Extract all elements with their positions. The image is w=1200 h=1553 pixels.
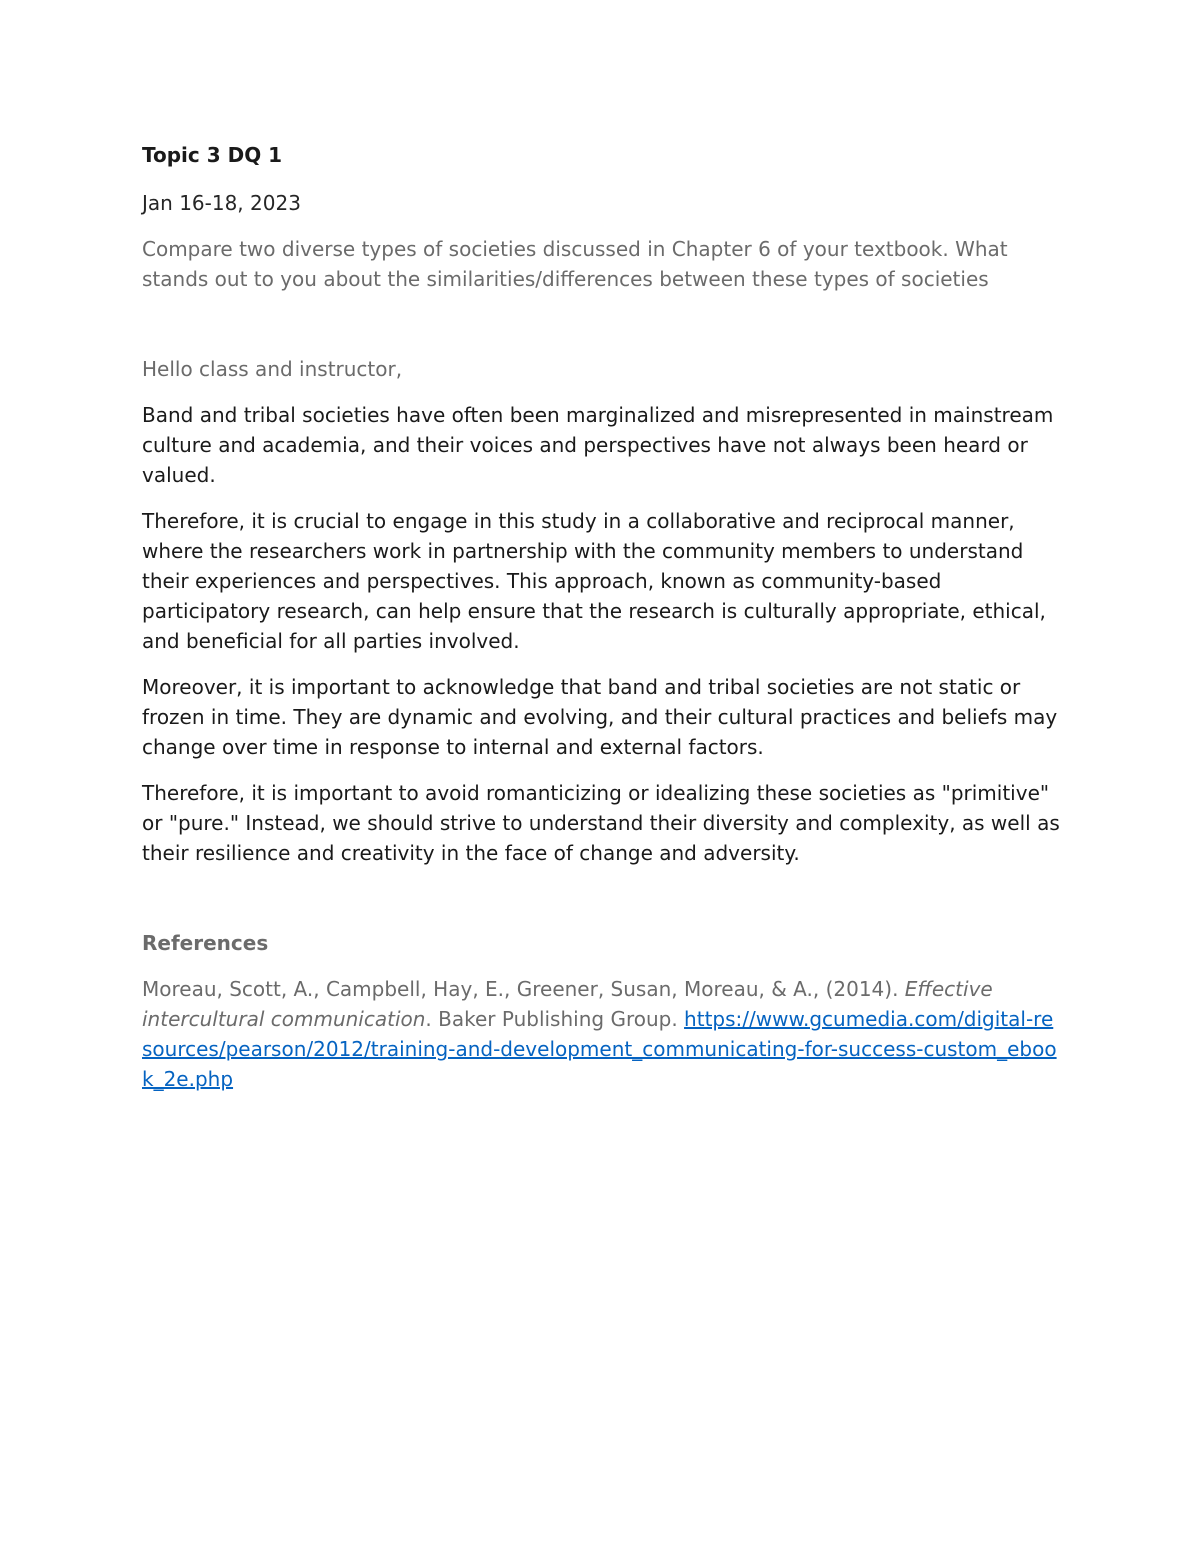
reference-entry <box>142 974 1062 1094</box>
body-paragraph-1: Band and tribal societies have often been marginalized and misrepresented in mainstream culture and academia, and their voices and perspectives have not always been heard or valued. <box>142 403 1054 487</box>
body-paragraph-2: Therefore, it is crucial to engage in this study in a collaborative and reciprocal manner, where the researchers work in partnership with the community members to understand their experiences and perspectives. This approach, known as community-based participatory research, can help ensure that the research is culturally appropriate, ethical, and beneficial for all parties involved. <box>142 509 1046 653</box>
reference-authors: Moreau, Scott, A., Campbell, Hay, E., Greener, Susan, Moreau, & A., (2014). <box>142 977 905 1001</box>
reference-publisher: . Baker Publishing Group. <box>425 1007 685 1031</box>
document-content <box>142 140 1062 1094</box>
greeting: Hello class and instructor, <box>142 357 403 381</box>
body-paragraph-3: Moreover, it is important to acknowledge that band and tribal societies are not static or frozen in time. They are dynamic and evolving, and their cultural practices and beliefs may change over time in response to internal and external factors. <box>142 675 1058 759</box>
reference-book-title: Effective intercultural communication <box>142 977 993 1031</box>
references-heading: References <box>142 931 269 955</box>
body-paragraph-4: Therefore, it is important to avoid romanticizing or idealizing these societies as "primitive" or "pure." Instead, we should strive to understand their diversity and complexity, as well as their resilience and creativity in the face of change and adversity. <box>142 781 1060 865</box>
reference-link[interactable]: https://www.gcumedia.com/digital-resources/pearson/2012/training-and-development_communicating-for-success-custom_ebook_2e.php <box>142 1007 1057 1091</box>
document-date: Jan 16-18, 2023 <box>142 191 301 215</box>
document-title: Topic 3 DQ 1 <box>142 143 283 167</box>
discussion-prompt: Compare two diverse types of societies discussed in Chapter 6 of your textbook. What stands out to you about the similarities/differences between these types of societies <box>142 237 1008 291</box>
